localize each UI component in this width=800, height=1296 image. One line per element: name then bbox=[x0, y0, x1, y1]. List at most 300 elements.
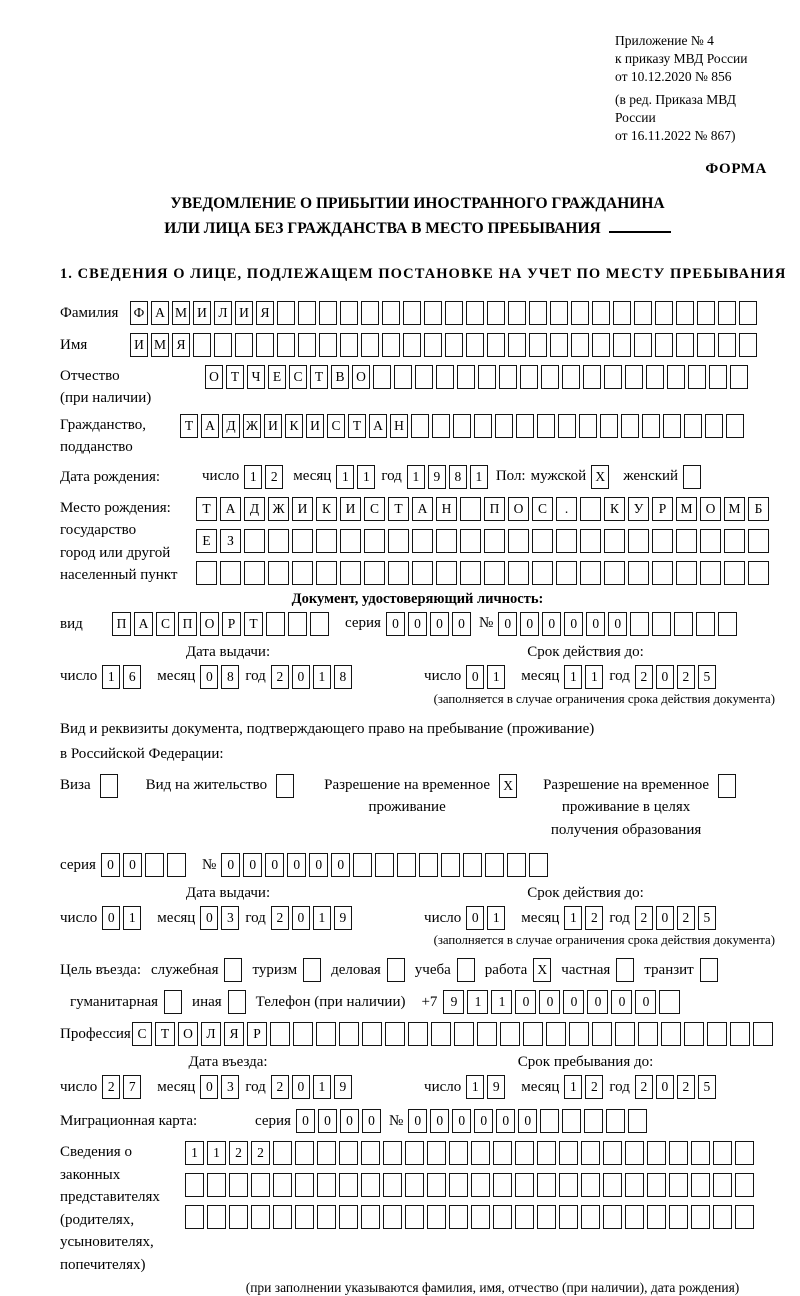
char-cell[interactable] bbox=[353, 853, 372, 877]
char-cell[interactable] bbox=[571, 301, 589, 325]
char-cell[interactable] bbox=[537, 414, 555, 438]
char-cell[interactable]: 0 bbox=[292, 906, 310, 930]
char-cell[interactable] bbox=[295, 1173, 314, 1197]
char-cell[interactable] bbox=[316, 561, 337, 585]
char-cell[interactable]: 0 bbox=[102, 906, 120, 930]
char-cell[interactable]: 9 bbox=[334, 1075, 352, 1099]
char-cell[interactable] bbox=[185, 1205, 204, 1229]
char-cell[interactable] bbox=[292, 529, 313, 553]
char-cell[interactable]: А bbox=[220, 497, 241, 521]
char-cell[interactable] bbox=[655, 301, 673, 325]
char-cell[interactable]: 3 bbox=[221, 906, 239, 930]
char-cell[interactable] bbox=[646, 365, 664, 389]
char-cell[interactable]: А bbox=[201, 414, 219, 438]
char-cell[interactable]: 2 bbox=[271, 1075, 289, 1099]
char-cell[interactable] bbox=[316, 1022, 336, 1046]
char-cell[interactable] bbox=[408, 1022, 428, 1046]
char-cell[interactable] bbox=[638, 1022, 658, 1046]
char-cell[interactable] bbox=[361, 1141, 380, 1165]
char-cell[interactable] bbox=[273, 1141, 292, 1165]
char-cell[interactable] bbox=[556, 561, 577, 585]
char-cell[interactable] bbox=[676, 529, 697, 553]
char-cell[interactable]: К bbox=[316, 497, 337, 521]
char-cell[interactable]: 2 bbox=[251, 1141, 270, 1165]
char-cell[interactable] bbox=[424, 301, 442, 325]
char-cell[interactable] bbox=[616, 958, 634, 982]
char-cell[interactable] bbox=[431, 1022, 451, 1046]
char-cell[interactable] bbox=[730, 1022, 750, 1046]
char-cell[interactable] bbox=[579, 414, 597, 438]
char-cell[interactable] bbox=[383, 1173, 402, 1197]
char-cell[interactable] bbox=[454, 1022, 474, 1046]
char-cell[interactable] bbox=[718, 333, 736, 357]
char-cell[interactable] bbox=[361, 301, 379, 325]
char-cell[interactable] bbox=[382, 301, 400, 325]
char-cell[interactable] bbox=[532, 529, 553, 553]
char-cell[interactable] bbox=[295, 1205, 314, 1229]
char-cell[interactable] bbox=[709, 365, 727, 389]
char-cell[interactable] bbox=[691, 1173, 710, 1197]
char-cell[interactable]: О bbox=[508, 497, 529, 521]
char-cell[interactable] bbox=[735, 1205, 754, 1229]
char-cell[interactable] bbox=[500, 1022, 520, 1046]
char-cell[interactable]: 2 bbox=[271, 665, 289, 689]
char-cell[interactable]: С bbox=[132, 1022, 152, 1046]
char-cell[interactable] bbox=[634, 333, 652, 357]
char-cell[interactable]: Д bbox=[222, 414, 240, 438]
char-cell[interactable] bbox=[441, 853, 460, 877]
char-cell[interactable]: 2 bbox=[585, 1075, 603, 1099]
char-cell[interactable] bbox=[705, 414, 723, 438]
char-cell[interactable] bbox=[691, 1205, 710, 1229]
char-cell[interactable] bbox=[403, 301, 421, 325]
char-cell[interactable]: О bbox=[352, 365, 370, 389]
char-cell[interactable]: И bbox=[193, 301, 211, 325]
char-cell[interactable] bbox=[251, 1173, 270, 1197]
char-cell[interactable] bbox=[484, 561, 505, 585]
char-cell[interactable] bbox=[484, 529, 505, 553]
char-cell[interactable] bbox=[508, 301, 526, 325]
char-cell[interactable] bbox=[696, 612, 715, 636]
char-cell[interactable] bbox=[266, 612, 285, 636]
char-cell[interactable]: Е bbox=[268, 365, 286, 389]
char-cell[interactable]: 1 bbox=[564, 906, 582, 930]
char-cell[interactable] bbox=[463, 853, 482, 877]
char-cell[interactable]: 0 bbox=[331, 853, 350, 877]
char-cell[interactable] bbox=[592, 1022, 612, 1046]
char-cell[interactable] bbox=[562, 365, 580, 389]
char-cell[interactable]: У bbox=[628, 497, 649, 521]
char-cell[interactable] bbox=[288, 612, 307, 636]
char-cell[interactable]: 5 bbox=[698, 906, 716, 930]
char-cell[interactable]: С bbox=[532, 497, 553, 521]
char-cell[interactable] bbox=[224, 958, 242, 982]
char-cell[interactable]: Т bbox=[348, 414, 366, 438]
char-cell[interactable] bbox=[319, 333, 337, 357]
char-cell[interactable] bbox=[453, 414, 471, 438]
char-cell[interactable]: 0 bbox=[466, 665, 484, 689]
char-cell[interactable]: 0 bbox=[309, 853, 328, 877]
char-cell[interactable] bbox=[466, 301, 484, 325]
char-cell[interactable]: 2 bbox=[635, 906, 653, 930]
char-cell[interactable]: 0 bbox=[408, 612, 427, 636]
char-cell[interactable] bbox=[383, 1141, 402, 1165]
char-cell[interactable]: 2 bbox=[677, 665, 695, 689]
char-cell[interactable] bbox=[298, 333, 316, 357]
char-cell[interactable] bbox=[559, 1205, 578, 1229]
char-cell[interactable] bbox=[515, 1205, 534, 1229]
char-cell[interactable]: 2 bbox=[271, 906, 289, 930]
char-cell[interactable] bbox=[339, 1173, 358, 1197]
char-cell[interactable] bbox=[647, 1173, 666, 1197]
char-cell[interactable] bbox=[339, 1205, 358, 1229]
char-cell[interactable]: Ж bbox=[268, 497, 289, 521]
char-cell[interactable] bbox=[676, 561, 697, 585]
char-cell[interactable] bbox=[647, 1205, 666, 1229]
char-cell[interactable]: 0 bbox=[101, 853, 120, 877]
char-cell[interactable]: 2 bbox=[229, 1141, 248, 1165]
char-cell[interactable] bbox=[411, 414, 429, 438]
char-cell[interactable] bbox=[477, 1022, 497, 1046]
char-cell[interactable] bbox=[362, 1022, 382, 1046]
char-cell[interactable] bbox=[145, 853, 164, 877]
char-cell[interactable] bbox=[493, 1205, 512, 1229]
char-cell[interactable]: 1 bbox=[487, 665, 505, 689]
char-cell[interactable] bbox=[603, 1141, 622, 1165]
char-cell[interactable]: 0 bbox=[611, 990, 632, 1014]
char-cell[interactable] bbox=[735, 1141, 754, 1165]
char-cell[interactable]: 0 bbox=[200, 906, 218, 930]
char-cell[interactable]: 5 bbox=[698, 1075, 716, 1099]
char-cell[interactable] bbox=[193, 333, 211, 357]
char-cell[interactable] bbox=[487, 333, 505, 357]
char-cell[interactable] bbox=[432, 414, 450, 438]
char-cell[interactable] bbox=[628, 1109, 647, 1133]
char-cell[interactable]: 2 bbox=[677, 1075, 695, 1099]
char-cell[interactable] bbox=[493, 1173, 512, 1197]
char-cell[interactable]: А bbox=[369, 414, 387, 438]
char-cell[interactable] bbox=[419, 853, 438, 877]
char-cell[interactable]: З bbox=[220, 529, 241, 553]
char-cell[interactable] bbox=[436, 365, 454, 389]
char-cell[interactable]: 1 bbox=[585, 665, 603, 689]
char-cell[interactable]: 1 bbox=[313, 906, 331, 930]
char-cell[interactable] bbox=[405, 1173, 424, 1197]
char-cell[interactable] bbox=[697, 333, 715, 357]
char-cell[interactable] bbox=[713, 1205, 732, 1229]
char-cell[interactable] bbox=[436, 529, 457, 553]
char-cell[interactable] bbox=[628, 561, 649, 585]
char-cell[interactable]: 1 bbox=[407, 465, 425, 489]
char-cell[interactable]: 2 bbox=[102, 1075, 120, 1099]
char-cell[interactable] bbox=[748, 561, 769, 585]
char-cell[interactable] bbox=[523, 1022, 543, 1046]
char-cell[interactable] bbox=[581, 1141, 600, 1165]
char-cell[interactable]: Р bbox=[222, 612, 241, 636]
char-cell[interactable]: Д bbox=[244, 497, 265, 521]
char-cell[interactable] bbox=[361, 333, 379, 357]
char-cell[interactable] bbox=[499, 365, 517, 389]
char-cell[interactable] bbox=[659, 990, 680, 1014]
char-cell[interactable] bbox=[550, 301, 568, 325]
char-cell[interactable]: 1 bbox=[466, 1075, 484, 1099]
char-cell[interactable] bbox=[310, 612, 329, 636]
char-cell[interactable]: Ч bbox=[247, 365, 265, 389]
char-cell[interactable] bbox=[405, 1205, 424, 1229]
char-cell[interactable] bbox=[529, 853, 548, 877]
char-cell[interactable]: 1 bbox=[564, 665, 582, 689]
char-cell[interactable] bbox=[339, 1141, 358, 1165]
char-cell[interactable] bbox=[445, 301, 463, 325]
char-cell[interactable] bbox=[667, 365, 685, 389]
char-cell[interactable] bbox=[471, 1141, 490, 1165]
char-cell[interactable]: 0 bbox=[362, 1109, 381, 1133]
char-cell[interactable]: 0 bbox=[296, 1109, 315, 1133]
char-cell[interactable] bbox=[276, 774, 294, 798]
char-cell[interactable]: 0 bbox=[123, 853, 142, 877]
char-cell[interactable] bbox=[427, 1205, 446, 1229]
char-cell[interactable] bbox=[273, 1205, 292, 1229]
char-cell[interactable] bbox=[697, 301, 715, 325]
char-cell[interactable] bbox=[474, 414, 492, 438]
char-cell[interactable] bbox=[207, 1205, 226, 1229]
char-cell[interactable]: 0 bbox=[656, 665, 674, 689]
char-cell[interactable]: 0 bbox=[563, 990, 584, 1014]
char-cell[interactable] bbox=[537, 1173, 556, 1197]
char-cell[interactable]: Т bbox=[196, 497, 217, 521]
char-cell[interactable] bbox=[580, 497, 601, 521]
char-cell[interactable]: 0 bbox=[474, 1109, 493, 1133]
char-cell[interactable]: 0 bbox=[430, 1109, 449, 1133]
char-cell[interactable] bbox=[604, 365, 622, 389]
char-cell[interactable] bbox=[718, 301, 736, 325]
char-cell[interactable]: 1 bbox=[102, 665, 120, 689]
char-cell[interactable]: О bbox=[700, 497, 721, 521]
char-cell[interactable] bbox=[340, 333, 358, 357]
char-cell[interactable]: 0 bbox=[466, 906, 484, 930]
char-cell[interactable] bbox=[684, 414, 702, 438]
char-cell[interactable] bbox=[730, 365, 748, 389]
char-cell[interactable] bbox=[604, 529, 625, 553]
char-cell[interactable]: 0 bbox=[542, 612, 561, 636]
char-cell[interactable] bbox=[436, 561, 457, 585]
char-cell[interactable] bbox=[466, 333, 484, 357]
char-cell[interactable] bbox=[748, 529, 769, 553]
char-cell[interactable] bbox=[397, 853, 416, 877]
char-cell[interactable]: 1 bbox=[185, 1141, 204, 1165]
char-cell[interactable]: 8 bbox=[221, 665, 239, 689]
char-cell[interactable]: 0 bbox=[200, 1075, 218, 1099]
char-cell[interactable] bbox=[603, 1173, 622, 1197]
char-cell[interactable]: Л bbox=[201, 1022, 221, 1046]
char-cell[interactable] bbox=[471, 1205, 490, 1229]
title-blank-line[interactable] bbox=[609, 219, 671, 233]
char-cell[interactable] bbox=[515, 1141, 534, 1165]
char-cell[interactable]: 0 bbox=[386, 612, 405, 636]
char-cell[interactable] bbox=[388, 561, 409, 585]
char-cell[interactable] bbox=[603, 1205, 622, 1229]
char-cell[interactable]: 0 bbox=[243, 853, 262, 877]
char-cell[interactable] bbox=[613, 333, 631, 357]
char-cell[interactable] bbox=[375, 853, 394, 877]
char-cell[interactable] bbox=[508, 561, 529, 585]
char-cell[interactable] bbox=[537, 1205, 556, 1229]
char-cell[interactable] bbox=[604, 561, 625, 585]
char-cell[interactable]: А bbox=[412, 497, 433, 521]
char-cell[interactable] bbox=[584, 1109, 603, 1133]
char-cell[interactable] bbox=[340, 529, 361, 553]
char-cell[interactable]: . bbox=[556, 497, 577, 521]
char-cell[interactable]: X bbox=[499, 774, 517, 798]
char-cell[interactable]: Я bbox=[172, 333, 190, 357]
char-cell[interactable]: 6 bbox=[123, 665, 141, 689]
char-cell[interactable] bbox=[478, 365, 496, 389]
char-cell[interactable]: 0 bbox=[496, 1109, 515, 1133]
char-cell[interactable] bbox=[529, 333, 547, 357]
char-cell[interactable] bbox=[508, 333, 526, 357]
char-cell[interactable]: М bbox=[724, 497, 745, 521]
char-cell[interactable] bbox=[630, 612, 649, 636]
char-cell[interactable] bbox=[487, 301, 505, 325]
char-cell[interactable] bbox=[634, 301, 652, 325]
char-cell[interactable] bbox=[319, 301, 337, 325]
char-cell[interactable] bbox=[293, 1022, 313, 1046]
char-cell[interactable] bbox=[625, 1205, 644, 1229]
char-cell[interactable] bbox=[691, 1141, 710, 1165]
char-cell[interactable]: 0 bbox=[292, 1075, 310, 1099]
char-cell[interactable]: А bbox=[134, 612, 153, 636]
char-cell[interactable] bbox=[516, 414, 534, 438]
char-cell[interactable] bbox=[251, 1205, 270, 1229]
char-cell[interactable] bbox=[652, 529, 673, 553]
char-cell[interactable] bbox=[273, 1173, 292, 1197]
char-cell[interactable] bbox=[713, 1141, 732, 1165]
char-cell[interactable]: К bbox=[285, 414, 303, 438]
char-cell[interactable] bbox=[507, 853, 526, 877]
char-cell[interactable] bbox=[625, 1173, 644, 1197]
char-cell[interactable] bbox=[229, 1205, 248, 1229]
char-cell[interactable] bbox=[724, 561, 745, 585]
char-cell[interactable] bbox=[270, 1022, 290, 1046]
char-cell[interactable] bbox=[558, 414, 576, 438]
char-cell[interactable]: Е bbox=[196, 529, 217, 553]
char-cell[interactable] bbox=[340, 561, 361, 585]
char-cell[interactable] bbox=[361, 1205, 380, 1229]
char-cell[interactable] bbox=[207, 1173, 226, 1197]
char-cell[interactable] bbox=[669, 1173, 688, 1197]
char-cell[interactable] bbox=[385, 1022, 405, 1046]
char-cell[interactable] bbox=[541, 365, 559, 389]
char-cell[interactable] bbox=[460, 561, 481, 585]
char-cell[interactable]: 0 bbox=[587, 990, 608, 1014]
char-cell[interactable] bbox=[707, 1022, 727, 1046]
char-cell[interactable] bbox=[316, 529, 337, 553]
char-cell[interactable]: 0 bbox=[408, 1109, 427, 1133]
char-cell[interactable] bbox=[295, 1141, 314, 1165]
char-cell[interactable] bbox=[364, 529, 385, 553]
char-cell[interactable] bbox=[520, 365, 538, 389]
char-cell[interactable]: В bbox=[331, 365, 349, 389]
char-cell[interactable] bbox=[700, 958, 718, 982]
char-cell[interactable]: 0 bbox=[539, 990, 560, 1014]
char-cell[interactable] bbox=[415, 365, 433, 389]
char-cell[interactable] bbox=[449, 1141, 468, 1165]
char-cell[interactable]: 1 bbox=[244, 465, 262, 489]
char-cell[interactable] bbox=[663, 414, 681, 438]
char-cell[interactable]: Т bbox=[226, 365, 244, 389]
char-cell[interactable]: 1 bbox=[336, 465, 354, 489]
char-cell[interactable] bbox=[600, 414, 618, 438]
char-cell[interactable]: 9 bbox=[334, 906, 352, 930]
char-cell[interactable] bbox=[571, 333, 589, 357]
char-cell[interactable]: Я bbox=[256, 301, 274, 325]
char-cell[interactable] bbox=[669, 1141, 688, 1165]
char-cell[interactable]: Я bbox=[224, 1022, 244, 1046]
char-cell[interactable] bbox=[167, 853, 186, 877]
char-cell[interactable] bbox=[569, 1022, 589, 1046]
char-cell[interactable] bbox=[298, 301, 316, 325]
char-cell[interactable] bbox=[625, 1141, 644, 1165]
char-cell[interactable]: 9 bbox=[487, 1075, 505, 1099]
char-cell[interactable]: 0 bbox=[340, 1109, 359, 1133]
char-cell[interactable] bbox=[268, 529, 289, 553]
char-cell[interactable]: Ф bbox=[130, 301, 148, 325]
char-cell[interactable]: П bbox=[484, 497, 505, 521]
char-cell[interactable]: 0 bbox=[498, 612, 517, 636]
char-cell[interactable]: 0 bbox=[656, 1075, 674, 1099]
char-cell[interactable]: С bbox=[364, 497, 385, 521]
char-cell[interactable] bbox=[449, 1205, 468, 1229]
char-cell[interactable] bbox=[559, 1141, 578, 1165]
char-cell[interactable] bbox=[339, 1022, 359, 1046]
char-cell[interactable]: 0 bbox=[520, 612, 539, 636]
char-cell[interactable] bbox=[718, 612, 737, 636]
char-cell[interactable]: М bbox=[676, 497, 697, 521]
char-cell[interactable]: Т bbox=[244, 612, 263, 636]
char-cell[interactable] bbox=[387, 958, 405, 982]
char-cell[interactable] bbox=[244, 561, 265, 585]
char-cell[interactable]: Р bbox=[652, 497, 673, 521]
char-cell[interactable] bbox=[412, 561, 433, 585]
char-cell[interactable]: И bbox=[264, 414, 282, 438]
char-cell[interactable]: X bbox=[533, 958, 551, 982]
char-cell[interactable] bbox=[495, 414, 513, 438]
char-cell[interactable] bbox=[244, 529, 265, 553]
char-cell[interactable]: И bbox=[306, 414, 324, 438]
char-cell[interactable]: 5 bbox=[698, 665, 716, 689]
char-cell[interactable] bbox=[580, 529, 601, 553]
char-cell[interactable]: 0 bbox=[452, 612, 471, 636]
char-cell[interactable]: К bbox=[604, 497, 625, 521]
char-cell[interactable]: С bbox=[156, 612, 175, 636]
char-cell[interactable] bbox=[581, 1173, 600, 1197]
char-cell[interactable]: 2 bbox=[635, 665, 653, 689]
char-cell[interactable]: Н bbox=[436, 497, 457, 521]
char-cell[interactable] bbox=[739, 333, 757, 357]
char-cell[interactable]: 0 bbox=[608, 612, 627, 636]
char-cell[interactable] bbox=[405, 1141, 424, 1165]
char-cell[interactable] bbox=[457, 958, 475, 982]
char-cell[interactable]: О bbox=[200, 612, 219, 636]
char-cell[interactable]: Б bbox=[748, 497, 769, 521]
char-cell[interactable] bbox=[661, 1022, 681, 1046]
char-cell[interactable] bbox=[718, 774, 736, 798]
char-cell[interactable]: 3 bbox=[221, 1075, 239, 1099]
char-cell[interactable] bbox=[655, 333, 673, 357]
char-cell[interactable] bbox=[228, 990, 246, 1014]
char-cell[interactable] bbox=[364, 561, 385, 585]
char-cell[interactable]: 1 bbox=[207, 1141, 226, 1165]
